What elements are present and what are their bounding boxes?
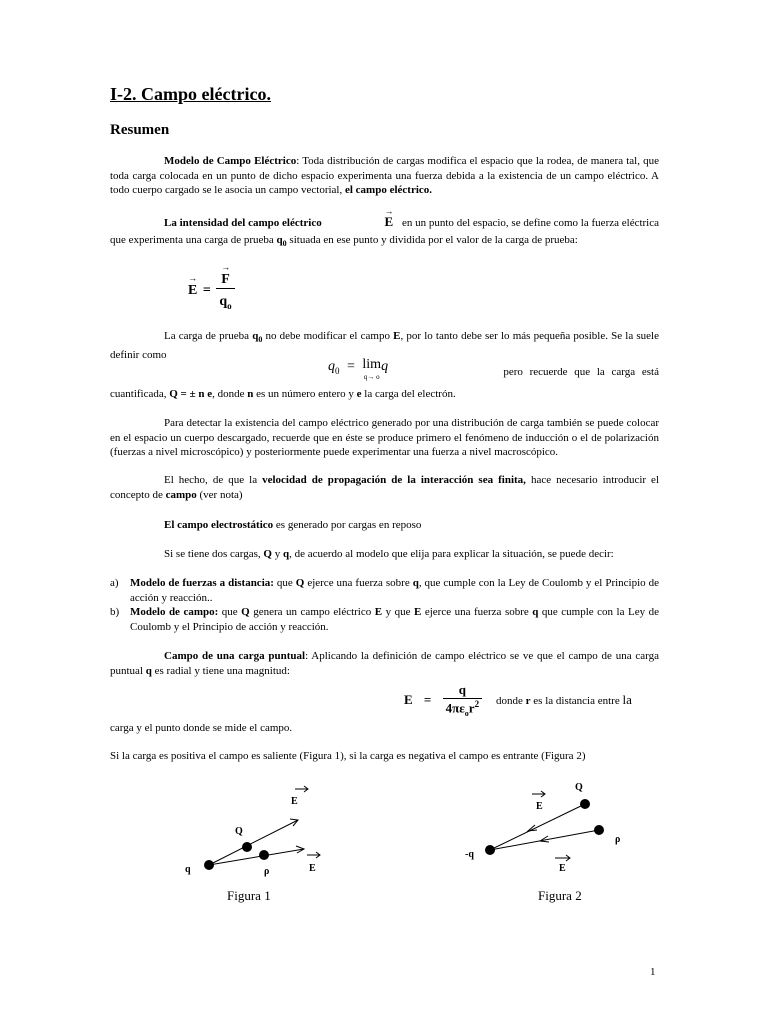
text: : Toda distribución de cargas modifica el espacio que la rodea, de manera tal, que toda carga colocada en un punto de dicho espacio experimenta una fuerza debida a la existencia de un campo eléctrico. A todo cuerpo cargado se le asocia un campo vectorial, [110, 155, 659, 196]
vector-F: → F [221, 272, 230, 288]
figure-1 [180, 780, 340, 903]
equals-sign: = [202, 283, 211, 299]
label-Q: Q [575, 782, 583, 793]
text: El hecho, de que la [164, 474, 263, 486]
text: en un punto del espacio, se define como la fuerza eléctrica que experimenta una carga de prueba [110, 217, 660, 246]
denominator: $q_o$ [219, 294, 232, 311]
text: (ver nota) [196, 488, 243, 501]
vector-E: → E [188, 283, 197, 299]
formula-explanation: donde r es la distancia entre la [496, 692, 632, 707]
formula-point-charge: E = $\frac{q}{4\pi\varepsilon_or^2}$ [404, 682, 482, 718]
bold-term: La intensidad del campo eléctrico [164, 217, 322, 229]
section-heading: Resumen [110, 122, 170, 138]
paragraph-model [110, 154, 659, 198]
text: y [271, 548, 283, 560]
paragraph-finite-velocity [110, 473, 659, 502]
point-rho [259, 850, 269, 860]
symbol-E: E [393, 330, 401, 342]
symbol-q: q [145, 664, 152, 677]
page-number: 1 [650, 966, 656, 978]
text: es radial y tiene una magnitud: [151, 664, 290, 677]
figure-1-diagram [180, 780, 340, 890]
figure-2 [455, 778, 635, 903]
label-Q: Q [235, 826, 243, 837]
charge-Q [580, 799, 590, 809]
bold-term: Modelo de Campo Eléctrico [164, 155, 297, 167]
bold-term: el campo eléctrico. [344, 184, 433, 196]
text: no debe modificar el campo [262, 330, 394, 342]
bold-term: Campo de una carga puntual [164, 650, 306, 662]
label-E: E [291, 796, 298, 807]
text: , por lo tanto debe ser lo más pequeña posible. Se la suele definir como [110, 330, 659, 361]
figure-2-diagram [455, 778, 635, 890]
paragraph-distance: carga y el punto donde se mide el campo. [110, 722, 293, 734]
symbol-Q: Q [263, 548, 272, 560]
charge-neg-q [485, 845, 495, 855]
charge-Q [242, 842, 252, 852]
list-marker: a) [110, 577, 119, 589]
point-rho [594, 825, 604, 835]
fraction [216, 272, 234, 311]
label-E: E [536, 801, 543, 812]
fraction: $\frac{q}{4\pi\varepsilon_or^2}$ [443, 682, 482, 718]
denominator: $4\pi\varepsilon_or^2$ [445, 699, 480, 718]
paragraph-sign: Si la carga es positiva el campo es saliente (Figura 1), si la carga es negativa el campo es entrante (Figura 2) [110, 750, 586, 762]
formula-field-definition [188, 272, 235, 311]
bold-term: velocidad de propagación de la interacción sea finita, [262, 474, 526, 486]
label-rho: ρ [615, 834, 621, 845]
paragraph-test-charge [110, 329, 659, 362]
text: situada en ese punto y dividida por el valor de la carga de prueba: [286, 234, 578, 246]
bold-term: Modelo de campo: [130, 606, 219, 618]
bold-term: El campo electrostático [164, 519, 274, 531]
text: La carga de prueba [164, 330, 253, 342]
list-item: b) Modelo de campo: que Q genera un campo eléctrico E y que E ejerce una fuerza sobre q que cumple con la Ley de Coulomb y el Principio de acción y reacción. [110, 606, 659, 633]
bold-term: Modelo de fuerzas a distancia: [130, 577, 274, 589]
text: cuantificada, [110, 388, 170, 400]
charge-q [204, 860, 214, 870]
formula-inline: Q = ± n e [169, 388, 213, 400]
figure-caption: Figura 1 [227, 888, 271, 903]
label-rho: ρ [264, 866, 270, 877]
text: : Aplicando la definición de campo eléctrico se ve que el campo de una carga puntual [110, 650, 659, 677]
paragraph-electrostatic [110, 518, 659, 533]
paragraph-two-charges [110, 547, 659, 562]
symbol-e: e [356, 388, 362, 400]
text: la carga del electrón. [361, 388, 456, 400]
text: hace necesario introducir el concepto de [110, 474, 659, 501]
page-title: I-2. Campo eléctrico. [110, 84, 271, 104]
label-q: q [185, 864, 191, 875]
list-item: a) Modelo de fuerzas a distancia: que Q ejerce una fuerza sobre q, que cumple con la Ley de Coulomb y el Principio de acción y reacción.. [110, 577, 660, 604]
label-E: E [559, 863, 566, 874]
vector-E: → E [331, 213, 394, 230]
paragraph-point-charge [110, 649, 659, 678]
text: , de acuerdo al modelo que elija para explicar la situación, se puede decir: [289, 548, 614, 560]
text: Si se tiene dos cargas, [164, 548, 264, 560]
list-marker: b) [110, 606, 120, 618]
formula-limit: $q_0$ = lim q→ o q [328, 357, 389, 381]
text: es un número entero y [253, 388, 357, 400]
symbol-q: q [282, 548, 290, 560]
symbol-q0: $q_0$ [276, 234, 287, 249]
limit-operator: lim q→ o [362, 357, 382, 381]
paragraph-detection: Para detectar la existencia del campo eléctrico generado por una distribución de carga también se puede colocar en el espacio un cuerpo descargado, recuerde que en éste se produce primero el fenómeno de inducción o el de polarización (fuerzas a nivel microscópico) y posteriormente puede experimentar una fuerza a nivel macroscópico. [110, 417, 659, 458]
text: es generado por cargas en reposo [273, 519, 422, 531]
text: pero recuerde que la carga está [503, 366, 659, 378]
bold-term: campo [165, 488, 197, 501]
symbol-q0: $q_0$ [252, 330, 263, 345]
paragraph-quantized [110, 387, 659, 402]
label-neg-q: -q [465, 849, 474, 860]
label-E: E [309, 863, 316, 874]
figure-caption: Figura 2 [538, 888, 582, 903]
text: , donde [212, 388, 248, 400]
paragraph-intensity [110, 213, 659, 252]
symbol-n: n [247, 388, 254, 400]
